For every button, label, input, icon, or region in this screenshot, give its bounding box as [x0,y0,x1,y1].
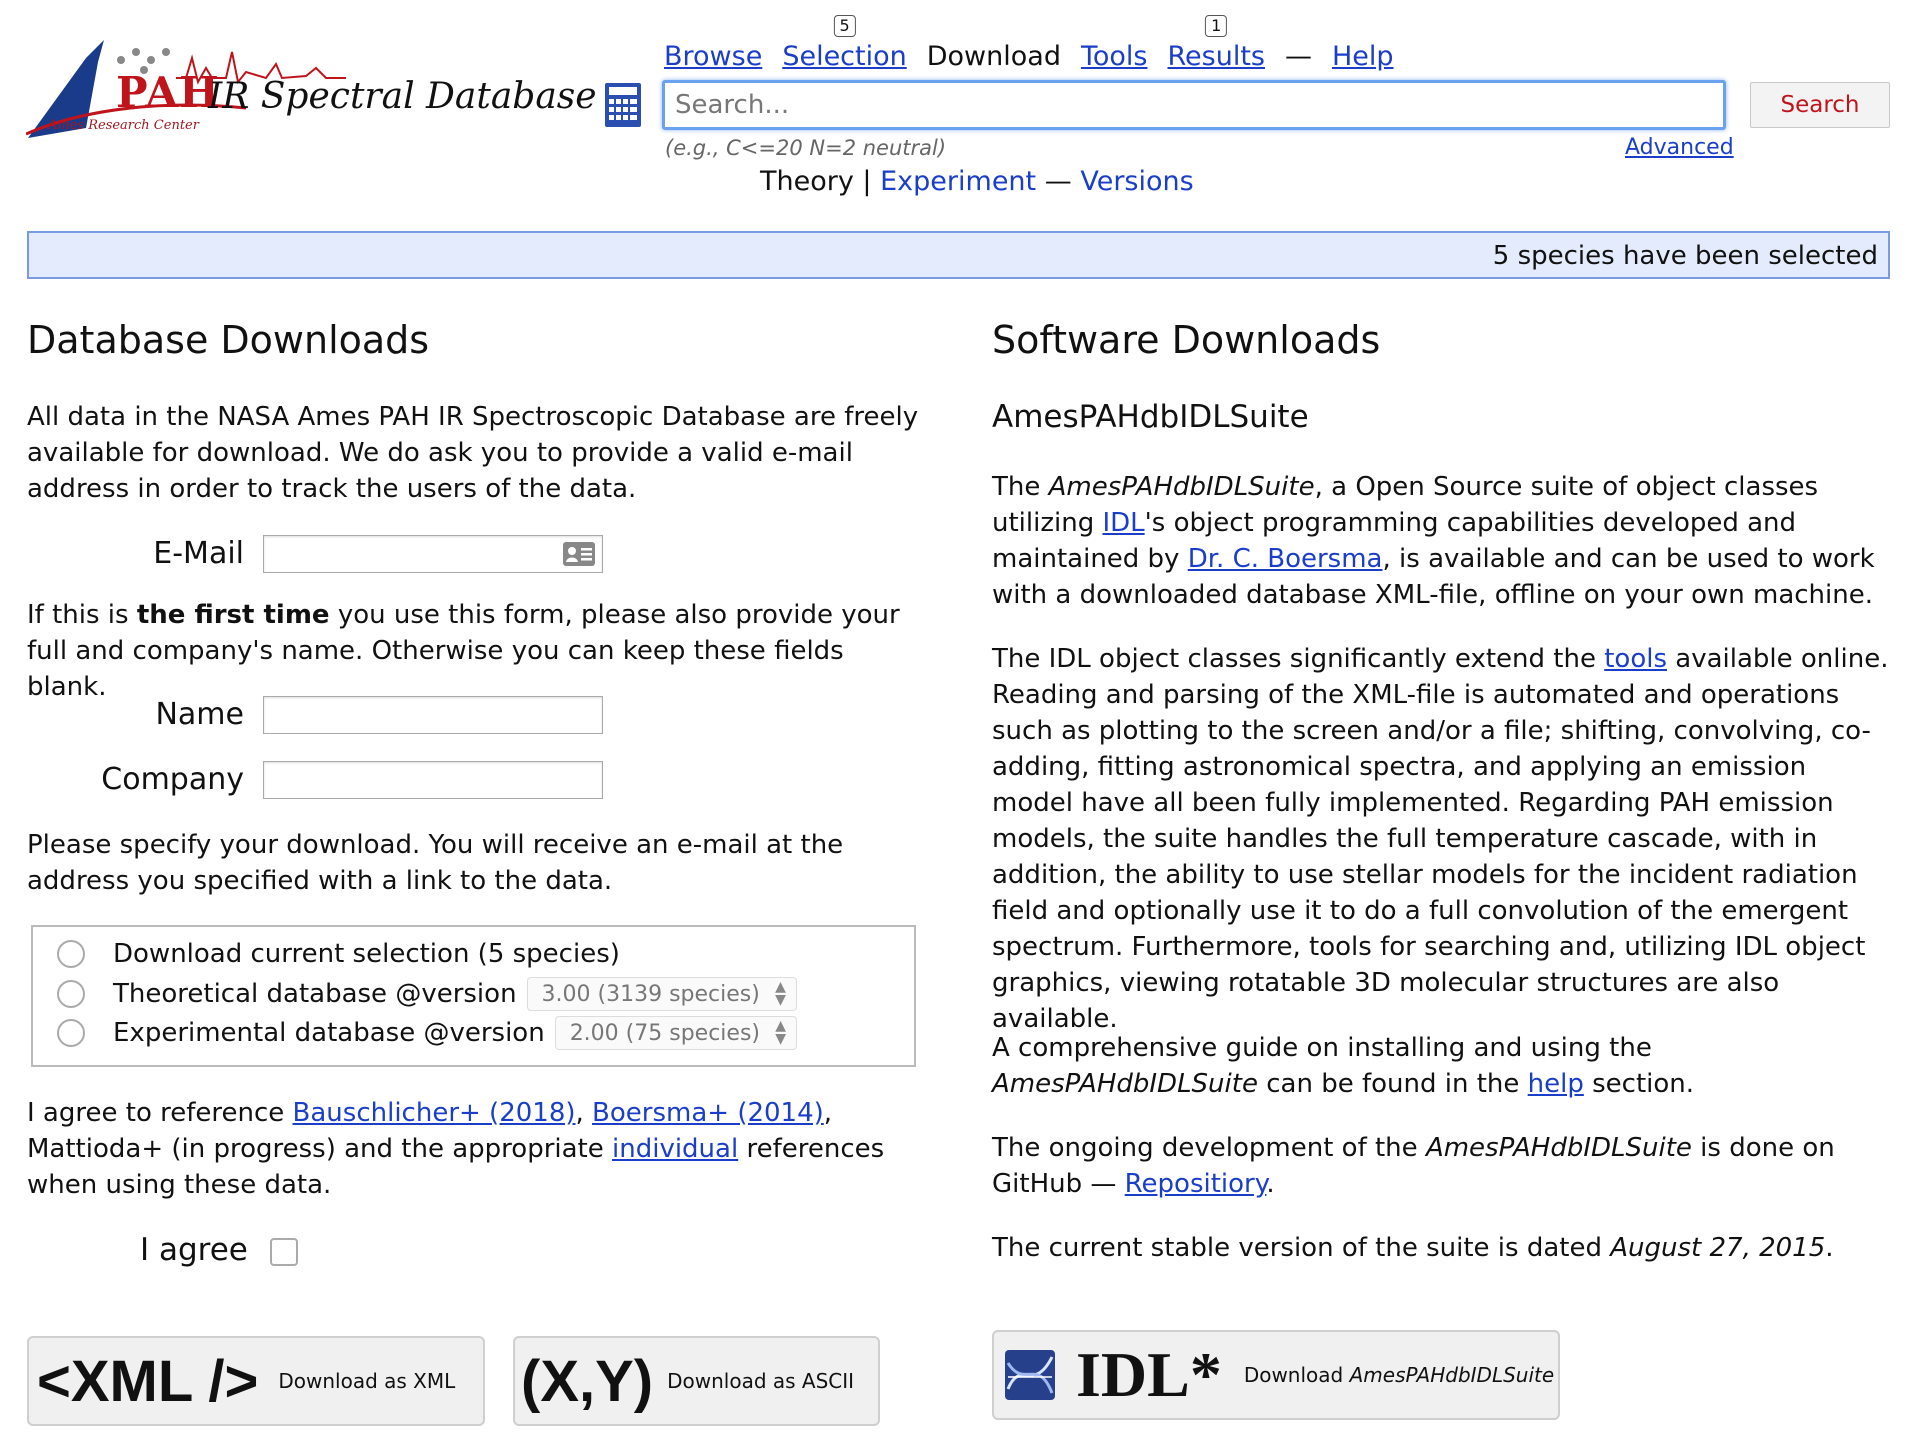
software-paragraph-1 [992,469,1890,613]
theoretical-version-value: 3.00 (3139 species) [541,981,760,1007]
idl-logo-icon [1004,1349,1056,1401]
first-time-note [27,597,927,705]
p2-a: The IDL object classes significantly extend the [992,644,1605,674]
radio-current-selection[interactable] [57,940,85,968]
logo-title-text: IR Spectral Database [208,76,597,117]
theoretical-version-select[interactable] [527,977,797,1011]
p3-a: A comprehensive guide on installing and using the [992,1033,1652,1063]
search-hint: (e.g., C<=20 N=2 neutral) [665,136,947,160]
software-downloads-title: Software Downloads [992,318,1381,362]
experimental-version-value: 2.00 (75 species) [569,1020,760,1046]
individual-references-link[interactable]: individual [612,1134,739,1164]
subnav-theory[interactable]: Theory [760,166,854,197]
bauschlicher-2018-link[interactable]: Bauschlicher+ (2018) [292,1098,576,1128]
p4-suite: AmesPAHdbIDLSuite [1425,1133,1692,1163]
p3-suite: AmesPAHdbIDLSuite [992,1069,1258,1099]
agree-ref-comma: , [575,1098,593,1128]
logo-pah-text: PAH [116,68,220,117]
subnav-experiment[interactable]: Experiment [880,166,1037,197]
option-current-selection[interactable] [57,939,620,969]
p1-suite: AmesPAHdbIDLSuite [1048,472,1315,502]
software-paragraph-5 [992,1230,1890,1266]
help-link[interactable]: help [1527,1069,1584,1099]
results-count-badge: 1 [1205,15,1227,37]
p4-c: . [1266,1169,1275,1199]
agree-checkbox[interactable] [270,1238,298,1266]
software-subtitle: AmesPAHdbIDLSuite [992,399,1309,435]
download-ascii-button[interactable] [513,1336,880,1426]
download-xml-button[interactable] [27,1336,485,1426]
nav-separator: — [1284,41,1312,72]
email-label: E-Mail [153,536,244,571]
p2-b: available online. Reading and parsing of the XML-file is automated and operations such as plotting to the screen and/or a file; shifting, convolving, co-adding, fitting astronomical spectra, and applying an emission model have all been fully implemented. Regarding PAH emission models, the suite handles the full temperature cascade, with in addition, the ability to use stellar models for the incident radiation field and optionally use it to do a full convolution of the emergent spectrum. Furthermore, tools for searching and, utilizing IDL object graphics, viewing rotatable 3D molecular structures are also available. [992,644,1889,1034]
nav-selection[interactable] [782,16,907,72]
p4-b: is done on GitHub — [992,1133,1835,1199]
experimental-version-select[interactable] [555,1016,797,1050]
subnav-dash: — [1044,166,1072,197]
agree-label: I agree [140,1232,248,1268]
radio-theoretical-db[interactable] [57,980,85,1008]
option-current-selection-label: Download current selection (5 species) [113,939,620,969]
agree-ref-post: references when using these data. [27,1134,885,1200]
download-options-box [31,925,916,1067]
advanced-search-link[interactable]: Advanced [1625,135,1734,160]
nav-selection-label: Selection [782,41,907,72]
logo-ames-text: Ames Research Center [48,118,199,133]
author-boersma-link[interactable]: Dr. C. Boersma [1187,544,1383,574]
contact-card-icon[interactable] [562,541,596,567]
download-xml-label: Download as XML [278,1369,456,1393]
p3-b: can be found in the [1257,1069,1528,1099]
nav-results-label: Results [1167,41,1265,72]
p5-b: . [1825,1233,1834,1263]
first-note-post: you use this form, please also provide your full and company's name. Otherwise you can keep these fields blank. [27,600,900,702]
name-field[interactable] [263,696,603,734]
option-theoretical-label: Theoretical database @version [113,979,517,1009]
p5-a: The current stable version of the suite is dated [992,1233,1611,1263]
calculator-icon[interactable] [604,82,642,128]
main-nav [664,16,1414,72]
first-note-pre: If this is [27,600,137,630]
email-field[interactable] [263,535,603,573]
subnav-pipe: | [862,166,872,197]
nav-download[interactable]: Download [926,41,1061,72]
xml-icon: <XML /> [37,1348,259,1414]
radio-experimental-db[interactable] [57,1019,85,1047]
nav-tools[interactable]: Tools [1080,41,1148,72]
idl-wordmark-icon: IDL* [1076,1339,1222,1410]
select-arrows-icon: ▲ ▼ [775,979,786,1008]
database-downloads-title: Database Downloads [27,318,430,362]
tools-link[interactable]: tools [1604,644,1667,674]
idl-link[interactable]: IDL [1102,508,1145,538]
download-idl-suite-button[interactable] [992,1330,1560,1420]
nav-help[interactable]: Help [1331,41,1394,72]
selection-status-banner: 5 species have been selected [27,231,1890,279]
first-note-bold: the first time [136,600,330,630]
name-label: Name [155,697,244,732]
company-field[interactable] [263,761,603,799]
software-paragraph-2 [992,641,1890,1037]
p1-a: , a Open Source suite of object classes utilizing [992,472,1819,538]
xy-icon: (X,Y) [521,1348,654,1414]
select-arrows-icon: ▲ ▼ [775,1018,786,1047]
p1-the: The [992,472,1049,502]
download-ascii-label: Download as ASCII [667,1369,855,1393]
database-intro-text: All data in the NASA Ames PAH IR Spectroscopic Database are freely available for download. We do ask you to provide a valid e-mail address in order to track the users of the data. [27,402,919,504]
download-idl-pre: Download [1243,1363,1350,1387]
selection-count-badge: 5 [833,15,855,37]
boersma-2014-link[interactable]: Boersma+ (2014) [592,1098,824,1128]
p1-c: , is available and can be used to work with a downloaded database XML-file, offline on your own machine. [992,544,1875,610]
option-experimental-label: Experimental database @version [113,1018,545,1048]
search-button[interactable]: Search [1750,82,1890,128]
option-theoretical-db[interactable] [57,977,797,1011]
p3-c: section. [1583,1069,1695,1099]
company-label: Company [101,762,244,797]
nav-browse[interactable]: Browse [664,41,763,72]
p4-a: The ongoing development of the [992,1133,1426,1163]
software-paragraph-3 [992,1030,1890,1102]
agree-reference-text [27,1095,927,1203]
sub-nav [760,166,1194,197]
agree-ref-mid: , Mattioda+ (in progress) and the appropriate [27,1098,833,1164]
nav-results[interactable] [1167,16,1265,72]
site-logo[interactable] [26,38,597,148]
software-paragraph-4 [992,1130,1890,1202]
repository-link[interactable]: Repositiory [1124,1169,1267,1199]
search-input[interactable] [662,80,1726,130]
agree-ref-pre: I agree to reference [27,1098,293,1128]
subnav-versions[interactable]: Versions [1080,166,1194,197]
option-experimental-db[interactable] [57,1016,797,1050]
download-idl-suite: AmesPAHdbIDLSuite [1349,1363,1555,1387]
stable-version-date: August 27, 2015 [1610,1233,1826,1263]
specify-download-text: Please specify your download. You will receive an e-mail at the address you specified with a link to the data. [27,830,844,896]
download-idl-label [1244,1363,1554,1387]
p1-b: 's object programming capabilities developed and maintained by [992,508,1797,574]
